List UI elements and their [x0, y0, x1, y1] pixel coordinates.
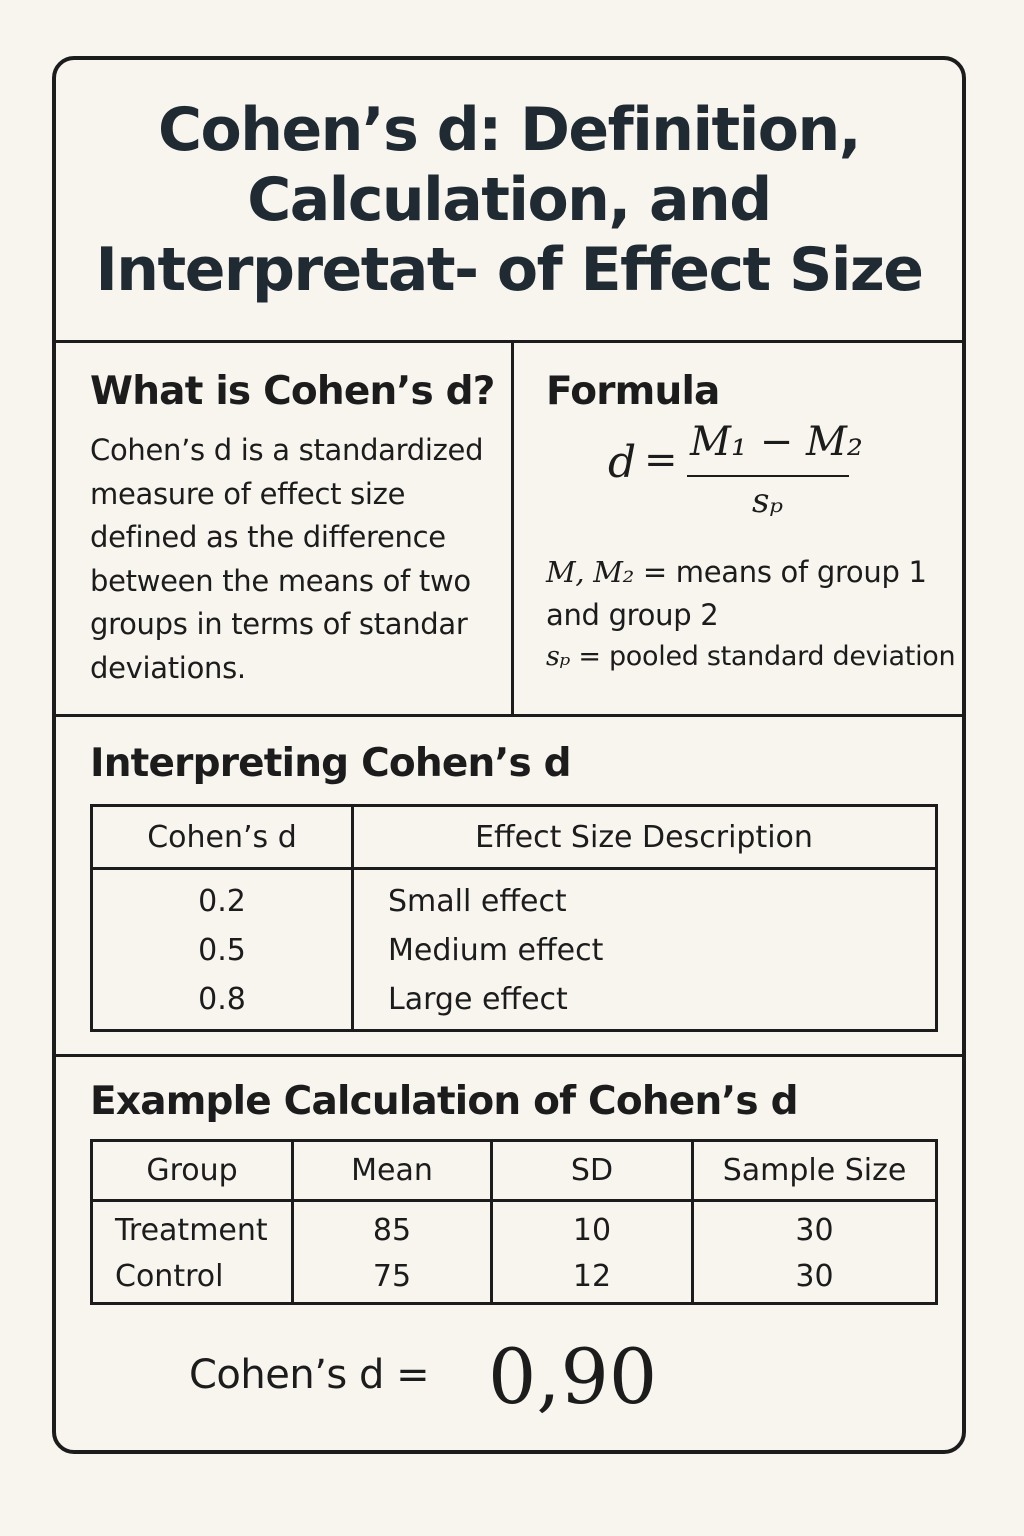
- formula-heading: Formula: [546, 369, 720, 414]
- means-definition: [546, 555, 927, 589]
- formula-lhs: d: [608, 437, 637, 488]
- interpreting-heading: Interpreting Cohen’s d: [90, 741, 571, 786]
- example-heading: Example Calculation of Cohen’s d: [90, 1079, 798, 1124]
- means-definition-cont: and group 2: [546, 598, 719, 632]
- table-cell: 10: [492, 1201, 693, 1254]
- definition-row: [56, 343, 962, 717]
- table-cell: 0.2: [92, 869, 353, 927]
- table-cell: 12: [492, 1253, 693, 1304]
- column-header: Sample Size: [693, 1141, 937, 1201]
- formula-denominator: sₚ: [752, 481, 784, 521]
- example-table: [90, 1139, 938, 1305]
- table-cell: 0.8: [92, 975, 353, 1031]
- table-cell: 0.5: [92, 926, 353, 975]
- example-section: [56, 1057, 962, 1454]
- table-row: [92, 926, 937, 975]
- table-row: [92, 869, 937, 927]
- column-header: Cohen’s d: [92, 806, 353, 869]
- interpreting-section: [56, 717, 962, 1057]
- what-is-section: [56, 343, 514, 714]
- table-cell: 75: [293, 1253, 492, 1304]
- table-cell: Treatment: [92, 1201, 293, 1254]
- infographic-card: [52, 56, 966, 1454]
- formula-numerator: M₁ − M₂: [690, 419, 863, 465]
- means-symbols: M, M₂: [546, 555, 634, 589]
- table-cell: 30: [795, 1258, 834, 1294]
- what-body: Cohen’s d is a standardized measure of effect size defined as the difference between the means of two groups in terms of standar deviations.: [90, 433, 484, 685]
- column-header: Mean: [293, 1141, 492, 1201]
- table-cell: Large effect: [388, 982, 568, 1017]
- formula-equals: =: [644, 437, 678, 483]
- result-value: 0,90: [488, 1332, 658, 1421]
- what-heading: What is Cohen’s d?: [90, 369, 495, 414]
- page-title: Cohen’s d: Definition, Calculation, and Interpretat- of Effect Size: [95, 95, 923, 305]
- table-cell: Control: [92, 1253, 293, 1304]
- table-cell: Small effect: [388, 884, 567, 919]
- table-cell: 30: [795, 1212, 834, 1248]
- table-row: [92, 975, 937, 1031]
- interpretation-table: [90, 804, 938, 1032]
- means-text: = means of group 1: [642, 555, 927, 589]
- column-header: Group: [92, 1141, 293, 1201]
- column-header: SD: [492, 1141, 693, 1201]
- table-row: [92, 1253, 937, 1304]
- pooled-sd-text: = pooled standard deviation: [578, 641, 956, 672]
- pooled-sd-definition: [546, 641, 955, 672]
- table-cell: Medium effect: [388, 933, 604, 968]
- pooled-sd-symbol: sₚ: [546, 641, 571, 672]
- table-row: [92, 1201, 937, 1254]
- table-cell: 85: [293, 1201, 492, 1254]
- result-label: Cohen’s d =: [189, 1352, 430, 1398]
- title-section: [56, 60, 962, 343]
- fraction-bar: [687, 475, 849, 477]
- column-header: Effect Size Description: [353, 806, 937, 869]
- formula-section: [514, 343, 962, 714]
